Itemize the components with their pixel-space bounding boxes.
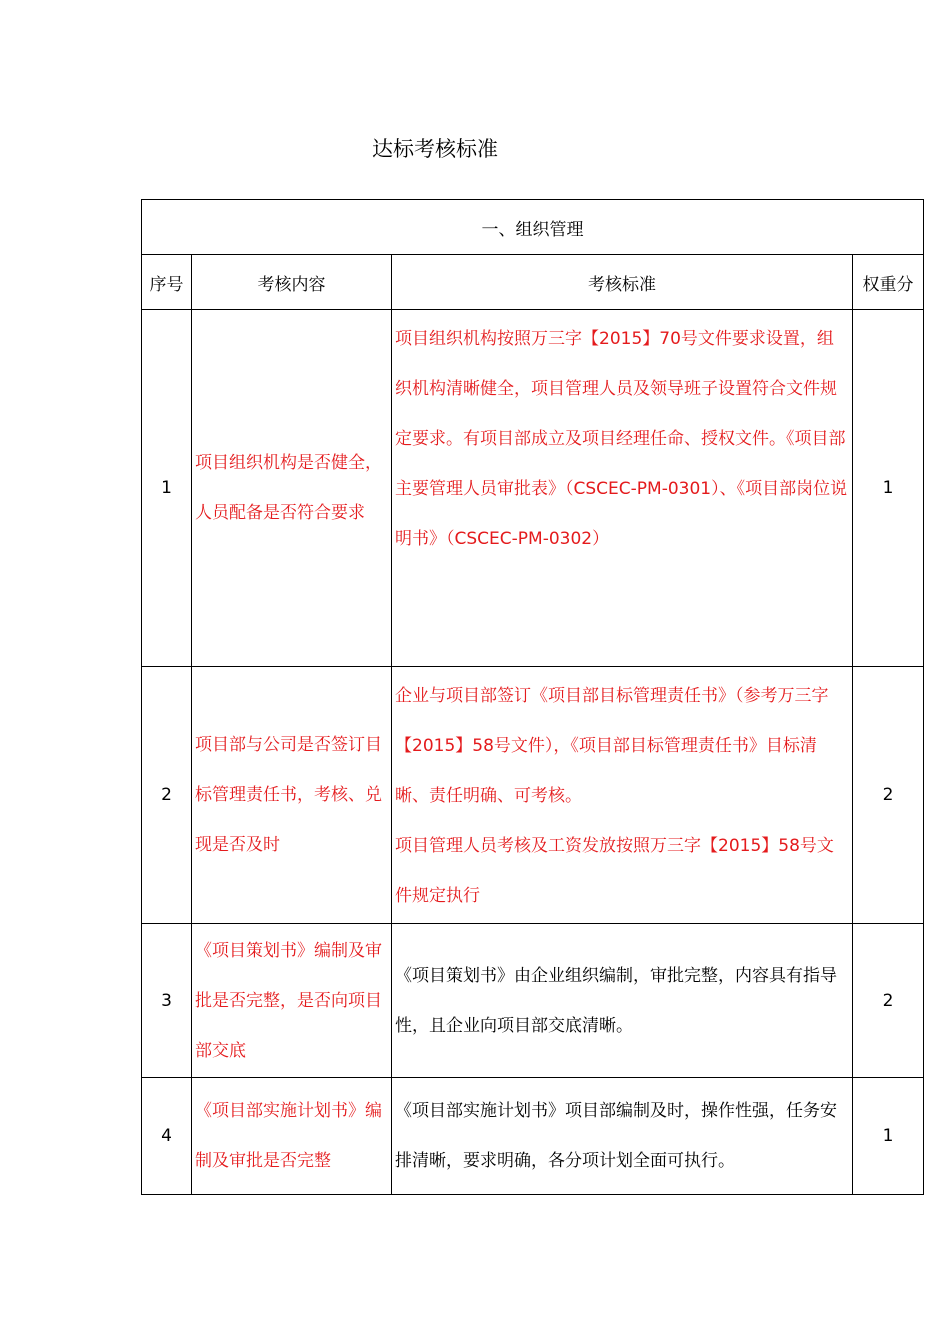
weight-score: 2: [853, 924, 924, 1078]
assessment-content: 《项目部实施计划书》编制及审批是否完整: [192, 1078, 392, 1195]
column-header-content: 考核内容: [192, 255, 392, 310]
table-row: [142, 1078, 924, 1195]
criteria-paragraph: 《项目策划书》由企业组织编制，审批完整，内容具有指导性，且企业向项目部交底清晰。: [395, 965, 837, 1036]
table-row: [142, 310, 924, 667]
criteria-paragraph: 项目组织机构按照万三字【2015】70号文件要求设置，组织机构清晰健全，项目管理人员及领导班子设置符合文件规定要求。有项目部成立及项目经理任命、授权文件。《项目部主要管理人员审批表》（CSCEC-PM-0301）、《项目部岗位说明书》（CSCEC-PM-0302）: [395, 329, 848, 549]
column-header-weight: 权重分: [853, 255, 924, 310]
assessment-criteria: [392, 924, 853, 1078]
section-header-row: [142, 200, 924, 255]
assessment-criteria: [392, 667, 853, 924]
criteria-paragraph: 《项目部实施计划书》项目部编制及时，操作性强，任务安排清晰，要求明确，各分项计划全面可执行。: [395, 1101, 837, 1171]
row-number: 4: [142, 1078, 192, 1195]
assessment-criteria: [392, 1078, 853, 1195]
assessment-table: [141, 199, 924, 1195]
criteria-paragraph: 项目管理人员考核及工资发放按照万三字【2015】58号文件规定执行: [395, 836, 834, 906]
table-row: [142, 924, 924, 1078]
document-title: 达标考核标准: [372, 137, 498, 161]
assessment-content: 《项目策划书》编制及审批是否完整，是否向项目部交底: [192, 924, 392, 1078]
column-header-no: 序号: [142, 255, 192, 310]
weight-score: 1: [853, 1078, 924, 1195]
column-header-row: [142, 255, 924, 310]
assessment-content: 项目组织机构是否健全，人员配备是否符合要求: [192, 310, 392, 667]
assessment-content: 项目部与公司是否签订目标管理责任书，考核、兑现是否及时: [192, 667, 392, 924]
assessment-criteria: [392, 310, 853, 667]
table-row: [142, 667, 924, 924]
row-number: 1: [142, 310, 192, 667]
column-header-criteria: 考核标准: [392, 255, 853, 310]
weight-score: 1: [853, 310, 924, 667]
row-number: 3: [142, 924, 192, 1078]
weight-score: 2: [853, 667, 924, 924]
criteria-paragraph: 企业与项目部签订《项目部目标管理责任书》（参考万三字【2015】58号文件），《项目部目标管理责任书》目标清晰、责任明确、可考核。: [395, 686, 829, 806]
section-heading: 一、组织管理: [142, 200, 924, 255]
row-number: 2: [142, 667, 192, 924]
